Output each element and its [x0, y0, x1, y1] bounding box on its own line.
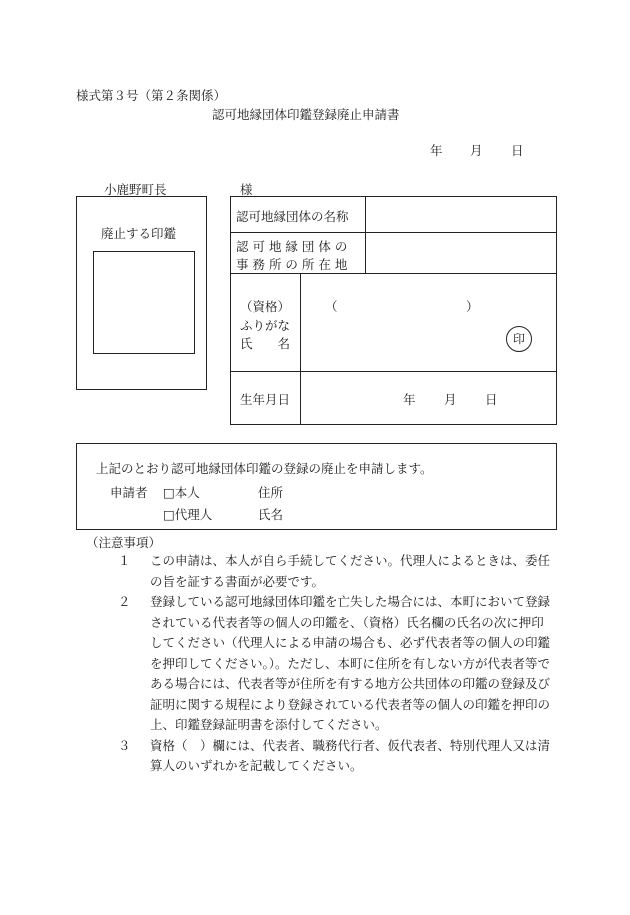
- table-rule-1: [230, 232, 557, 233]
- birth-day: 日: [485, 392, 498, 407]
- org-address-label-line2: 事 務 所 の 所 在 地: [236, 257, 348, 272]
- form-title: 認可地縁団体印鑑登録廃止申請書: [212, 107, 400, 122]
- applicant-address-label: 住所: [258, 485, 284, 500]
- note-item: [118, 736, 556, 777]
- addressee-honorific: 様: [240, 182, 253, 197]
- table-rule-3: [230, 371, 557, 372]
- furigana-label: ふりがな: [240, 318, 291, 333]
- note-number: ３: [118, 737, 131, 753]
- note-item: [118, 592, 556, 736]
- seal-impression-area: [93, 251, 195, 354]
- note-text: この申請は、本人が自ら手続してください。代理人によるときは、委任の旨を証する書面が必要です。: [150, 553, 551, 589]
- org-address-field[interactable]: [370, 244, 550, 262]
- birth-month: 月: [444, 392, 457, 407]
- note-text: 資格（ ）欄には、代表者、職務代行者、仮代表者、特別代理人又は清算人のいずれかを記載してください。: [150, 737, 551, 773]
- abolished-seal-label: 廃止する印鑑: [101, 226, 177, 241]
- applicant-label: 申請者: [110, 485, 148, 500]
- application-box: [76, 443, 557, 530]
- notes-heading: （注意事項）: [86, 535, 162, 550]
- representative-name-field[interactable]: [310, 326, 495, 346]
- date-year: 年: [430, 143, 443, 158]
- org-name-label: 認可地縁団体の名称: [236, 209, 349, 224]
- table-divider-lower: [300, 273, 301, 425]
- note-text: 登録している認可地縁団体印鑑を亡失した場合には、本町において登録されている代表者等の個人の印鑑を、（資格）氏名欄の氏名の次に押印してください（代理人による申請の場合も、必ず代表者等の個人の印鑑を押印してください。）。ただし、本町に住所を有しない方が代表者等である場合には、代表者等が住所を有する地方公共団体の印鑑の登録及び証明に関する規程により登録されている代表者等の個人の印鑑を押印の上、印鑑登録証明書を添付してください。: [150, 594, 551, 732]
- table-rule-2: [230, 273, 557, 274]
- addressee-mayor: 小鹿野町長: [104, 182, 167, 197]
- note-item: [118, 551, 556, 592]
- qualification-field[interactable]: [340, 296, 465, 314]
- qualification-label: （資格）: [240, 299, 291, 314]
- org-name-field[interactable]: [370, 207, 550, 225]
- seal-mark: 印: [506, 326, 532, 352]
- org-address-label-line1: 認 可 地 縁 団 体 の: [236, 239, 348, 254]
- applicant-self-checkbox[interactable]: □本人: [163, 485, 200, 500]
- applicant-agent-checkbox[interactable]: □代理人: [163, 507, 213, 522]
- application-statement: 上記のとおり認可地縁団体印鑑の登録の廃止を申請します。: [96, 461, 433, 476]
- applicant-name-label: 氏名: [258, 507, 284, 522]
- table-divider-upper: [365, 196, 366, 273]
- date-month: 月: [470, 143, 483, 158]
- note-number: １: [118, 553, 131, 568]
- name-label: 氏 名: [240, 336, 291, 351]
- qualification-paren-close: ）: [466, 299, 479, 314]
- birthdate-label: 生年月日: [240, 392, 291, 407]
- date-day: 日: [511, 143, 524, 158]
- form-number: 様式第３号（第２条関係）: [76, 88, 227, 103]
- notes-list: [118, 551, 556, 777]
- birth-year: 年: [403, 392, 416, 407]
- note-number: ２: [118, 594, 131, 609]
- qualification-paren-open: （: [325, 299, 338, 314]
